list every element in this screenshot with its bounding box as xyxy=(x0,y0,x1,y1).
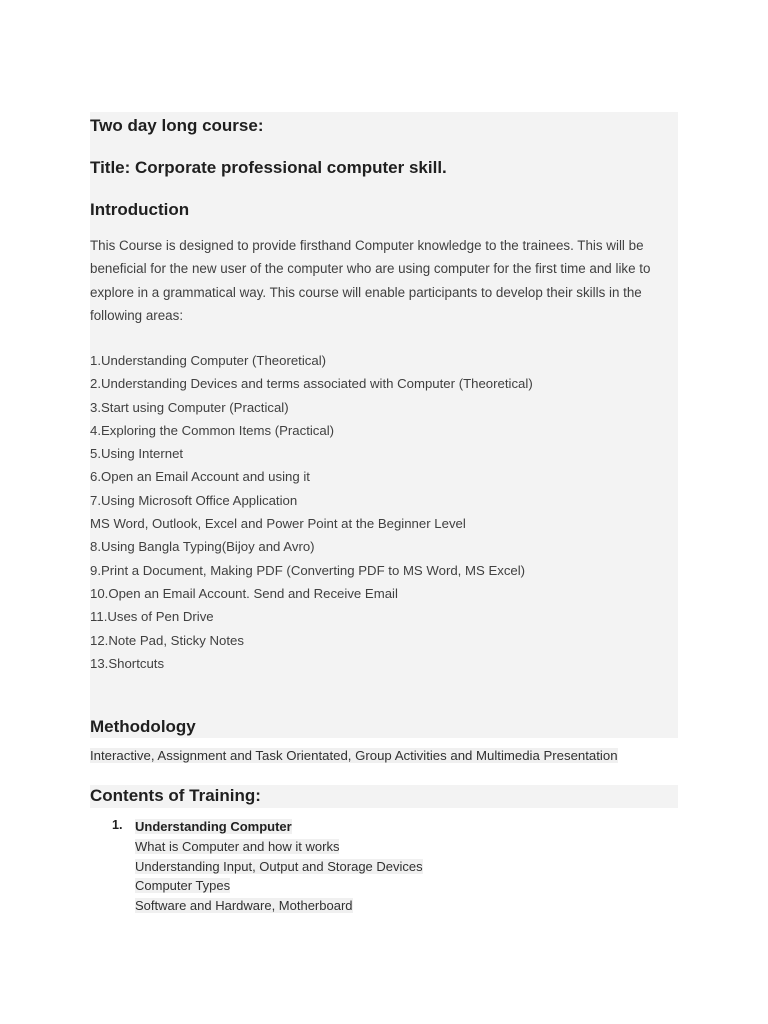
contents-item-title: Understanding Computer xyxy=(135,819,292,834)
methodology-text xyxy=(90,746,618,766)
introduction-heading: Introduction xyxy=(90,200,190,219)
list-item: MS Word, Outlook, Excel and Power Point at the Beginner Level xyxy=(90,516,466,532)
list-item: 7.Using Microsoft Office Application xyxy=(90,492,298,508)
contents-item-number: 1. xyxy=(112,818,123,832)
intro-paragraph: This Course is designed to provide firsthand Computer knowledge to the trainees. This will be beneficial for the new user of the computer who are using computer for the first time and like to explore in a grammatical way. This course will enable participants to develop their skills in the following areas: xyxy=(90,238,651,323)
list-item: 5.Using Internet xyxy=(90,446,184,462)
methodology-heading: Methodology xyxy=(90,717,196,736)
list-item: 10.Open an Email Account. Send and Receive Email xyxy=(90,585,398,601)
contents-heading: Contents of Training: xyxy=(90,786,261,805)
list-item: 2.Understanding Devices and terms associated with Computer (Theoretical) xyxy=(90,376,533,392)
contents-subitem: What is Computer and how it works xyxy=(135,838,340,854)
areas-list xyxy=(90,349,670,675)
list-item: 1.Understanding Computer (Theoretical) xyxy=(90,353,327,368)
methodology-text-line: Interactive, Assignment and Task Orientated, Group Activities and Multimedia Presentation xyxy=(90,748,618,763)
contents-subitem: Computer Types xyxy=(135,878,231,894)
contents-subitem: Software and Hardware, Motherboard xyxy=(135,898,353,914)
course-heading: Two day long course: xyxy=(90,116,264,135)
list-item: 4.Exploring the Common Items (Practical) xyxy=(90,422,335,438)
list-item: 11.Uses of Pen Drive xyxy=(90,609,214,625)
contents-subitem: Understanding Input, Output and Storage Devices xyxy=(135,858,423,874)
list-item: 3.Start using Computer (Practical) xyxy=(90,399,289,415)
course-title: Title: Corporate professional computer skill. xyxy=(90,158,447,177)
list-item: 9.Print a Document, Making PDF (Converting PDF to MS Word, MS Excel) xyxy=(90,562,526,578)
list-item: 13.Shortcuts xyxy=(90,655,165,671)
list-item: 6.Open an Email Account and using it xyxy=(90,469,310,485)
contents-item-1 xyxy=(135,817,423,916)
list-item: 8.Using Bangla Typing(Bijoy and Avro) xyxy=(90,539,315,555)
list-item: 12.Note Pad, Sticky Notes xyxy=(90,632,244,648)
